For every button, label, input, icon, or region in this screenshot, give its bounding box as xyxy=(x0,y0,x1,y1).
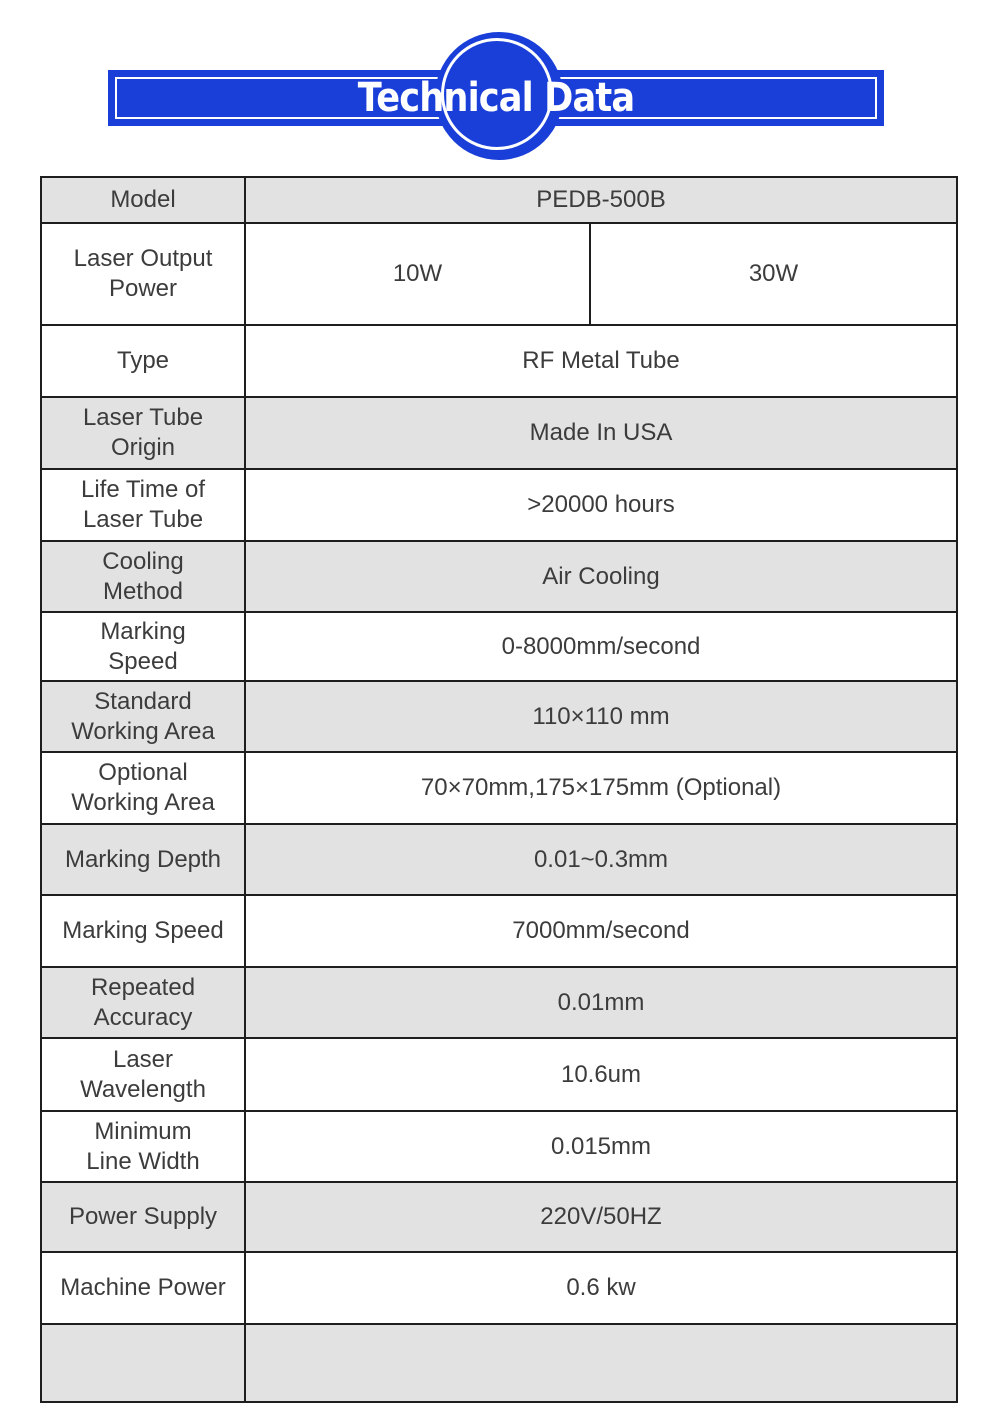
row-label: Power Supply xyxy=(41,1182,245,1252)
row-value: >20000 hours xyxy=(245,469,957,541)
table-row xyxy=(41,541,957,612)
table-row-power xyxy=(41,223,957,325)
table-row xyxy=(41,397,957,469)
row-label xyxy=(41,1324,245,1402)
row-value: 110×110 mm xyxy=(245,681,957,752)
row-value: 70×70mm,175×175mm (Optional) xyxy=(245,752,957,824)
row-value: PEDB-500B xyxy=(245,177,957,223)
row-value: 0.015mm xyxy=(245,1111,957,1182)
table-row xyxy=(41,1038,957,1111)
row-value: 7000mm/second xyxy=(245,895,957,967)
power-value-10w: 10W xyxy=(245,223,590,325)
row-value: 0.01mm xyxy=(245,967,957,1038)
row-value: 0.01~0.3mm xyxy=(245,824,957,895)
table-row xyxy=(41,824,957,895)
row-label: Model xyxy=(41,177,245,223)
table-row xyxy=(41,752,957,824)
table-row xyxy=(41,1324,957,1402)
page-title: Technical Data xyxy=(357,75,635,121)
row-label: Life Time of Laser Tube xyxy=(41,469,245,541)
row-label: Cooling Method xyxy=(41,541,245,612)
table-row xyxy=(41,469,957,541)
row-label: Marking Speed xyxy=(41,895,245,967)
spec-table xyxy=(40,176,958,1403)
row-label: Marking Speed xyxy=(41,612,245,681)
row-value: Air Cooling xyxy=(245,541,957,612)
row-label: Optional Working Area xyxy=(41,752,245,824)
row-label: Laser Output Power xyxy=(41,223,245,325)
table-row xyxy=(41,1252,957,1324)
table-row xyxy=(41,612,957,681)
row-label: Repeated Accuracy xyxy=(41,967,245,1038)
table-row xyxy=(41,967,957,1038)
row-value: RF Metal Tube xyxy=(245,325,957,397)
table-row xyxy=(41,325,957,397)
row-value: 0.6 kw xyxy=(245,1252,957,1324)
row-value xyxy=(245,1324,957,1402)
row-value: Made In USA xyxy=(245,397,957,469)
row-value: 0-8000mm/second xyxy=(245,612,957,681)
table-row xyxy=(41,1182,957,1252)
row-label: Laser Wavelength xyxy=(41,1038,245,1111)
table-row xyxy=(41,895,957,967)
row-label: Type xyxy=(41,325,245,397)
row-label: Laser Tube Origin xyxy=(41,397,245,469)
row-value: 220V/50HZ xyxy=(245,1182,957,1252)
row-label: Marking Depth xyxy=(41,824,245,895)
row-label: Minimum Line Width xyxy=(41,1111,245,1182)
table-row-model xyxy=(41,177,957,223)
table-row xyxy=(41,681,957,752)
row-value: 10.6um xyxy=(245,1038,957,1111)
power-value-30w: 30W xyxy=(590,223,957,325)
table-row xyxy=(41,1111,957,1182)
row-label: Standard Working Area xyxy=(41,681,245,752)
row-label: Machine Power xyxy=(41,1252,245,1324)
